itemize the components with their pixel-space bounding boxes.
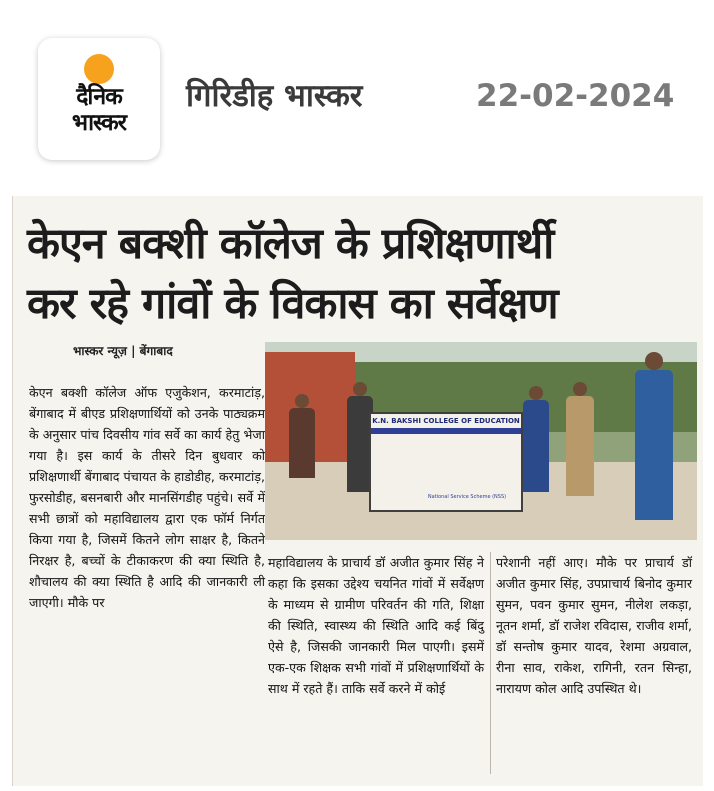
byline: भास्कर न्यूज़ | बेंगाबाद (73, 344, 173, 358)
headline-line1: केएन बक्शी कॉलेज के प्रशिक्षणार्थी (27, 219, 554, 269)
sun-icon (84, 54, 114, 84)
app-header (0, 0, 714, 190)
newspaper-clipping[interactable] (12, 196, 703, 786)
banner-footer: National Service Scheme (NSS) (427, 494, 507, 500)
edition-date: 22-02-2024 (476, 78, 675, 114)
banner-title: K.N. BAKSHI COLLEGE OF EDUCATION (372, 417, 520, 425)
college-banner (369, 412, 523, 512)
article-column-3: परेशानी नहीं आए। मौके पर प्राचार्य डॉ अजीत कुमार सिंह, उपप्राचार्य बिनोद कुमार सुमन, पवन कुमार सुमन, नीलेश लकड़ा, नूतन शर्मा, डॉ राजेश रविदास, राजीव शर्मा, डॉ सन्तोष कुमार यादव, रेशमा अग्रवाल, रीना साव, राकेश, रागिनी, रतन सिन्हा, नारायण कोल आदि उपस्थित थे। (496, 555, 692, 696)
banner-band (371, 428, 521, 434)
news-photo (265, 342, 697, 540)
article-column-1: केएन बक्शी कॉलेज ऑफ एजुकेशन, करमाटांड़, बेंगाबाद में बीएड प्रशिक्षणार्थियों को उनके पाठ्यक्रम के अनुसार पांच दिवसीय गांव सर्वे का कार्य हेतु भेजा गया है। इस कार्य के तीसरे दिन बुधवार को प्रशिक्षणार्थी बेंगाबाद पंचायत के हाडोडीह, करमाटांड़, फुरसोडीह, बसनबारी और मानसिंगडीह पहुंचे। सर्वे में सभी छात्रों को महाविद्यालय द्वारा एक फॉर्म निर्गत किया गया है, जिसमें कितने लोग साक्षर है, कितने निरक्षर है, बच्चों के टीकाकरण की क्या स्थिति है, शौचालय की क्या स्थिति है आदि की जानकारी ली जाएगी। मौके पर (29, 385, 265, 610)
article-column-2: महाविद्यालय के प्राचार्य डॉ अजीत कुमार सिंह ने कहा कि इसका उद्देश्य चयनित गांवों में सर्वेक्षण के माध्यम से ग्रामीण परिवर्तन की गति, शिक्षा की स्थिति, स्वास्थ्य की स्थिति आदि कई बिंदु ऐसे है, जिसकी जानकारी मिल पाएगी। इसमें एक-एक शिक्षक सभी गांवों में प्रशिक्षणार्थियों के साथ में रहते हैं। ताकि सर्वे करने में कोई (268, 555, 484, 696)
dainik-bhaskar-logo[interactable] (38, 38, 160, 160)
headline-line2: कर रहे गांवों के विकास का सर्वेक्षण (27, 279, 558, 329)
logo-line1: दैनिक (76, 84, 122, 110)
edition-title: गिरिडीह भास्कर (186, 78, 363, 114)
column-divider (490, 552, 491, 774)
logo-line2: भास्कर (71, 110, 127, 136)
